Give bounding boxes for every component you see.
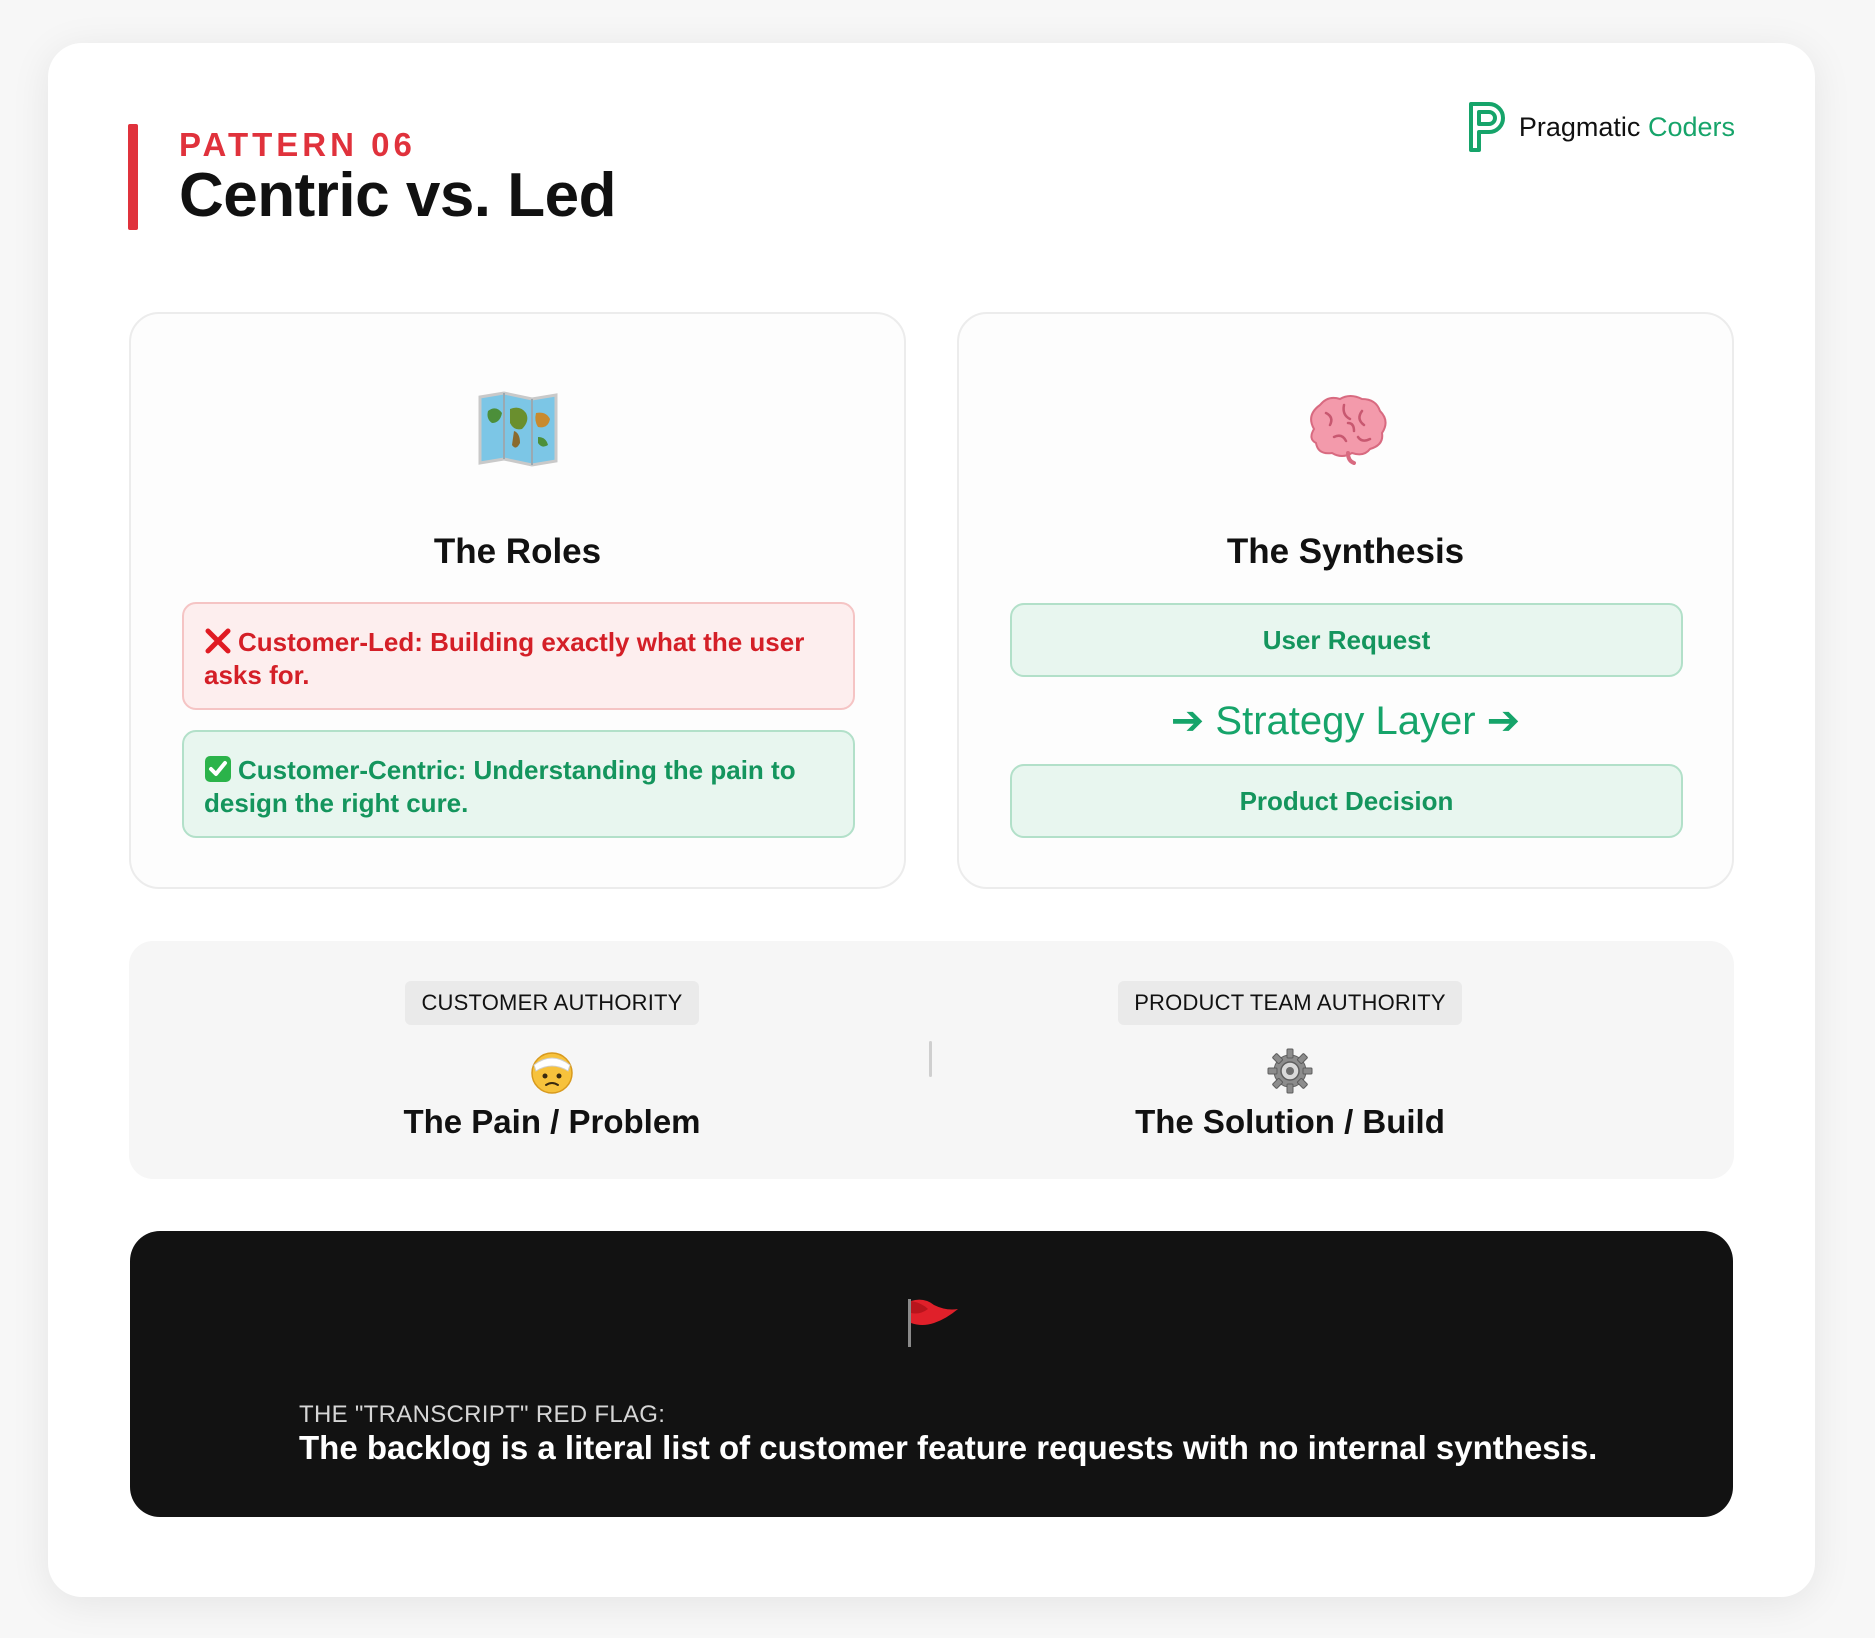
customer-led-text: Customer-Led: Building exactly what the user asks for. xyxy=(204,627,805,690)
customer-led-box xyxy=(182,602,855,710)
authority-strip xyxy=(129,941,1734,1179)
customer-authority-tag: CUSTOMER AUTHORITY xyxy=(405,981,698,1025)
world-map-icon xyxy=(131,374,904,484)
synthesis-title: The Synthesis xyxy=(1226,532,1465,571)
strategy-layer-label: ➔ Strategy Layer ➔ xyxy=(1170,699,1521,743)
roles-panel xyxy=(129,312,906,889)
synthesis-panel xyxy=(957,312,1734,889)
gear-icon xyxy=(1266,1047,1314,1095)
cross-mark-icon xyxy=(204,627,232,655)
header-accent-bar xyxy=(128,124,138,230)
user-request-box: User Request xyxy=(1010,603,1683,677)
red-flag-box xyxy=(130,1231,1733,1517)
customer-authority-column xyxy=(272,981,832,1141)
red-flag-icon xyxy=(902,1297,962,1354)
head-bandage-face-icon xyxy=(528,1047,576,1095)
red-flag-text: The backlog is a literal list of customer feature requests with no internal synthesis. xyxy=(299,1429,1598,1466)
product-authority-tag: PRODUCT TEAM AUTHORITY xyxy=(1118,981,1462,1025)
check-mark-icon xyxy=(204,755,232,783)
product-authority-column xyxy=(1010,981,1570,1141)
pattern-number: PATTERN 06 xyxy=(179,126,416,163)
brain-icon xyxy=(959,374,1732,484)
roles-title: The Roles xyxy=(433,532,602,571)
customer-authority-title: The Pain / Problem xyxy=(403,1103,701,1140)
authority-divider xyxy=(929,1041,932,1077)
pragmatic-coders-logo-icon xyxy=(1467,102,1507,152)
brand-name: Pragmatic Coders xyxy=(1518,111,1735,142)
customer-centric-box xyxy=(182,730,855,838)
page-title: Centric vs. Led xyxy=(179,161,616,230)
customer-centric-text: Customer-Centric: Understanding the pain to design the right cure. xyxy=(204,755,796,818)
product-decision-box: Product Decision xyxy=(1010,764,1683,838)
product-authority-title: The Solution / Build xyxy=(1135,1103,1445,1140)
brand-logo xyxy=(1467,102,1735,152)
red-flag-label: THE "TRANSCRIPT" RED FLAG: xyxy=(299,1401,666,1428)
